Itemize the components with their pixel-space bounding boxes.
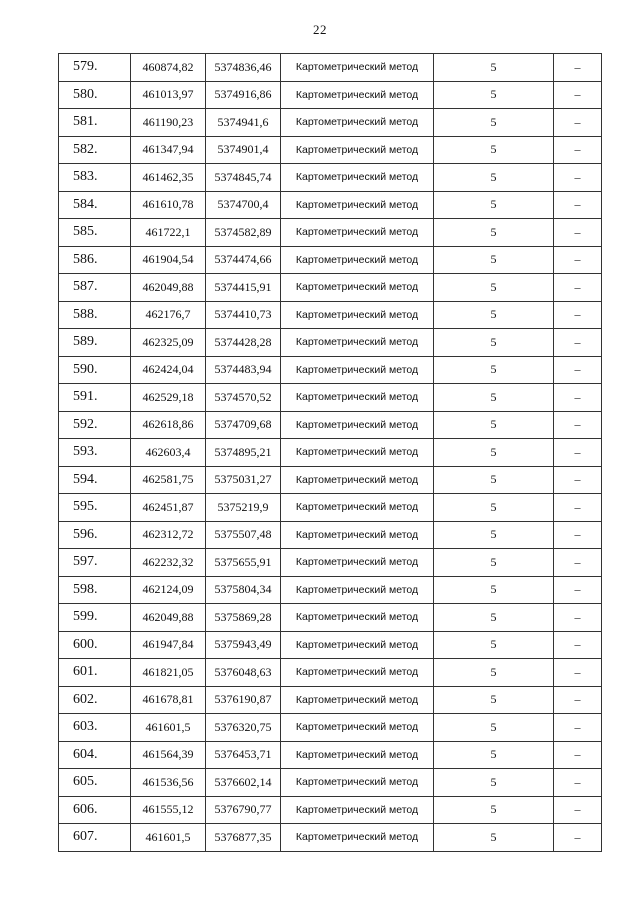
method-cell: Картометрический метод: [281, 274, 434, 302]
point-number-cell: 606.: [59, 796, 131, 824]
coordinate-x-cell: 461601,5: [131, 824, 206, 852]
accuracy-cell: 5: [434, 439, 554, 467]
coordinate-y-cell: 5376790,77: [206, 796, 281, 824]
note-cell: –: [554, 741, 602, 769]
coordinate-y-cell: 5374428,28: [206, 329, 281, 357]
point-number-cell: 607.: [59, 824, 131, 852]
table-row: [59, 439, 602, 467]
note-cell: –: [554, 466, 602, 494]
table-row: [59, 274, 602, 302]
coordinate-y-cell: 5375655,91: [206, 549, 281, 577]
note-cell: –: [554, 329, 602, 357]
accuracy-cell: 5: [434, 631, 554, 659]
note-cell: –: [554, 714, 602, 742]
coordinate-y-cell: 5374483,94: [206, 356, 281, 384]
method-cell: Картометрический метод: [281, 246, 434, 274]
coordinate-y-cell: 5375869,28: [206, 604, 281, 632]
point-number-cell: 583.: [59, 164, 131, 192]
point-number-cell: 594.: [59, 466, 131, 494]
accuracy-cell: 5: [434, 301, 554, 329]
table-row: [59, 301, 602, 329]
method-cell: Картометрический метод: [281, 549, 434, 577]
accuracy-cell: 5: [434, 219, 554, 247]
coordinate-x-cell: 461347,94: [131, 136, 206, 164]
accuracy-cell: 5: [434, 246, 554, 274]
coordinate-y-cell: 5374836,46: [206, 54, 281, 82]
method-cell: Картометрический метод: [281, 494, 434, 522]
accuracy-cell: 5: [434, 769, 554, 797]
accuracy-cell: 5: [434, 164, 554, 192]
table-row: [59, 219, 602, 247]
accuracy-cell: 5: [434, 54, 554, 82]
method-cell: Картометрический метод: [281, 164, 434, 192]
coordinate-x-cell: 461462,35: [131, 164, 206, 192]
table-row: [59, 741, 602, 769]
table-row: [59, 246, 602, 274]
method-cell: Картометрический метод: [281, 219, 434, 247]
note-cell: –: [554, 54, 602, 82]
method-cell: Картометрический метод: [281, 631, 434, 659]
note-cell: –: [554, 246, 602, 274]
point-number-cell: 592.: [59, 411, 131, 439]
accuracy-cell: 5: [434, 576, 554, 604]
accuracy-cell: 5: [434, 274, 554, 302]
table-row: [59, 411, 602, 439]
accuracy-cell: 5: [434, 81, 554, 109]
note-cell: –: [554, 301, 602, 329]
coordinate-x-cell: 461601,5: [131, 714, 206, 742]
coordinate-y-cell: 5374941,6: [206, 109, 281, 137]
accuracy-cell: 5: [434, 411, 554, 439]
coordinate-y-cell: 5375031,27: [206, 466, 281, 494]
note-cell: –: [554, 81, 602, 109]
accuracy-cell: 5: [434, 136, 554, 164]
point-number-cell: 595.: [59, 494, 131, 522]
table-row: [59, 136, 602, 164]
coordinate-x-cell: 461678,81: [131, 686, 206, 714]
point-number-cell: 605.: [59, 769, 131, 797]
point-number-cell: 581.: [59, 109, 131, 137]
coordinate-y-cell: 5374582,89: [206, 219, 281, 247]
accuracy-cell: 5: [434, 494, 554, 522]
accuracy-cell: 5: [434, 741, 554, 769]
method-cell: Картометрический метод: [281, 384, 434, 412]
method-cell: Картометрический метод: [281, 109, 434, 137]
method-cell: Картометрический метод: [281, 686, 434, 714]
table-row: [59, 714, 602, 742]
accuracy-cell: 5: [434, 549, 554, 577]
coordinate-x-cell: 462124,09: [131, 576, 206, 604]
point-number-cell: 604.: [59, 741, 131, 769]
method-cell: Картометрический метод: [281, 576, 434, 604]
coordinate-x-cell: 462581,75: [131, 466, 206, 494]
point-number-cell: 599.: [59, 604, 131, 632]
coordinates-table: [58, 53, 602, 852]
note-cell: –: [554, 824, 602, 852]
method-cell: Картометрический метод: [281, 411, 434, 439]
coordinate-x-cell: 462049,88: [131, 604, 206, 632]
point-number-cell: 580.: [59, 81, 131, 109]
point-number-cell: 591.: [59, 384, 131, 412]
accuracy-cell: 5: [434, 521, 554, 549]
point-number-cell: 603.: [59, 714, 131, 742]
point-number-cell: 582.: [59, 136, 131, 164]
coordinate-x-cell: 462232,32: [131, 549, 206, 577]
table-row: [59, 191, 602, 219]
table-row: [59, 384, 602, 412]
coordinate-x-cell: 461564,39: [131, 741, 206, 769]
method-cell: Картометрический метод: [281, 356, 434, 384]
accuracy-cell: 5: [434, 686, 554, 714]
note-cell: –: [554, 604, 602, 632]
coordinate-y-cell: 5375219,9: [206, 494, 281, 522]
method-cell: Картометрический метод: [281, 769, 434, 797]
accuracy-cell: 5: [434, 796, 554, 824]
coordinate-x-cell: 462049,88: [131, 274, 206, 302]
coordinate-y-cell: 5374570,52: [206, 384, 281, 412]
table-row: [59, 494, 602, 522]
coordinate-x-cell: 461610,78: [131, 191, 206, 219]
coordinate-x-cell: 462312,72: [131, 521, 206, 549]
accuracy-cell: 5: [434, 466, 554, 494]
accuracy-cell: 5: [434, 714, 554, 742]
note-cell: –: [554, 659, 602, 687]
table-row: [59, 796, 602, 824]
table-row: [59, 356, 602, 384]
note-cell: –: [554, 631, 602, 659]
note-cell: –: [554, 439, 602, 467]
point-number-cell: 593.: [59, 439, 131, 467]
accuracy-cell: 5: [434, 356, 554, 384]
coordinate-x-cell: 461190,23: [131, 109, 206, 137]
accuracy-cell: 5: [434, 659, 554, 687]
method-cell: Картометрический метод: [281, 191, 434, 219]
note-cell: –: [554, 136, 602, 164]
table-row: [59, 576, 602, 604]
coordinate-y-cell: 5374415,91: [206, 274, 281, 302]
table-row: [59, 54, 602, 82]
table-row: [59, 769, 602, 797]
method-cell: Картометрический метод: [281, 824, 434, 852]
note-cell: –: [554, 686, 602, 714]
note-cell: –: [554, 411, 602, 439]
note-cell: –: [554, 521, 602, 549]
coordinate-x-cell: 462451,87: [131, 494, 206, 522]
coordinate-y-cell: 5374709,68: [206, 411, 281, 439]
accuracy-cell: 5: [434, 824, 554, 852]
coordinate-y-cell: 5376320,75: [206, 714, 281, 742]
coordinate-y-cell: 5376190,87: [206, 686, 281, 714]
point-number-cell: 601.: [59, 659, 131, 687]
coordinate-y-cell: 5376877,35: [206, 824, 281, 852]
coordinate-y-cell: 5374410,73: [206, 301, 281, 329]
method-cell: Картометрический метод: [281, 301, 434, 329]
point-number-cell: 579.: [59, 54, 131, 82]
coordinate-x-cell: 461904,54: [131, 246, 206, 274]
method-cell: Картометрический метод: [281, 439, 434, 467]
point-number-cell: 586.: [59, 246, 131, 274]
accuracy-cell: 5: [434, 109, 554, 137]
note-cell: –: [554, 109, 602, 137]
coordinate-x-cell: 462176,7: [131, 301, 206, 329]
point-number-cell: 585.: [59, 219, 131, 247]
table-row: [59, 466, 602, 494]
note-cell: –: [554, 796, 602, 824]
note-cell: –: [554, 494, 602, 522]
method-cell: Картометрический метод: [281, 714, 434, 742]
point-number-cell: 589.: [59, 329, 131, 357]
table-row: [59, 659, 602, 687]
table-row: [59, 81, 602, 109]
page-number: 22: [313, 22, 327, 37]
point-number-cell: 602.: [59, 686, 131, 714]
point-number-cell: 598.: [59, 576, 131, 604]
method-cell: Картометрический метод: [281, 741, 434, 769]
note-cell: –: [554, 549, 602, 577]
coordinate-y-cell: 5374916,86: [206, 81, 281, 109]
table-row: [59, 824, 602, 852]
note-cell: –: [554, 384, 602, 412]
coordinate-y-cell: 5374901,4: [206, 136, 281, 164]
table-row: [59, 549, 602, 577]
method-cell: Картометрический метод: [281, 659, 434, 687]
coordinate-x-cell: 462325,09: [131, 329, 206, 357]
coordinate-x-cell: 462618,86: [131, 411, 206, 439]
accuracy-cell: 5: [434, 604, 554, 632]
table-row: [59, 686, 602, 714]
note-cell: –: [554, 769, 602, 797]
coordinate-y-cell: 5376602,14: [206, 769, 281, 797]
coordinate-x-cell: 461722,1: [131, 219, 206, 247]
coordinate-x-cell: 460874,82: [131, 54, 206, 82]
accuracy-cell: 5: [434, 384, 554, 412]
note-cell: –: [554, 219, 602, 247]
point-number-cell: 588.: [59, 301, 131, 329]
method-cell: Картометрический метод: [281, 54, 434, 82]
point-number-cell: 590.: [59, 356, 131, 384]
table-row: [59, 109, 602, 137]
coordinate-y-cell: 5374895,21: [206, 439, 281, 467]
coordinate-y-cell: 5375943,49: [206, 631, 281, 659]
table-row: [59, 521, 602, 549]
method-cell: Картометрический метод: [281, 796, 434, 824]
note-cell: –: [554, 164, 602, 192]
coordinate-y-cell: 5375804,34: [206, 576, 281, 604]
coordinate-y-cell: 5376048,63: [206, 659, 281, 687]
note-cell: –: [554, 191, 602, 219]
coordinate-y-cell: 5376453,71: [206, 741, 281, 769]
note-cell: –: [554, 576, 602, 604]
coordinate-x-cell: 462603,4: [131, 439, 206, 467]
coordinate-x-cell: 461536,56: [131, 769, 206, 797]
method-cell: Картометрический метод: [281, 521, 434, 549]
point-number-cell: 584.: [59, 191, 131, 219]
table-row: [59, 164, 602, 192]
method-cell: Картометрический метод: [281, 604, 434, 632]
method-cell: Картометрический метод: [281, 136, 434, 164]
coordinate-x-cell: 462529,18: [131, 384, 206, 412]
method-cell: Картометрический метод: [281, 81, 434, 109]
table-row: [59, 604, 602, 632]
method-cell: Картометрический метод: [281, 466, 434, 494]
coordinate-x-cell: 461555,12: [131, 796, 206, 824]
point-number-cell: 587.: [59, 274, 131, 302]
coordinate-x-cell: 461821,05: [131, 659, 206, 687]
table-row: [59, 329, 602, 357]
coordinate-x-cell: 461947,84: [131, 631, 206, 659]
point-number-cell: 596.: [59, 521, 131, 549]
coordinate-y-cell: 5374700,4: [206, 191, 281, 219]
accuracy-cell: 5: [434, 329, 554, 357]
coordinate-y-cell: 5374474,66: [206, 246, 281, 274]
coordinate-y-cell: 5375507,48: [206, 521, 281, 549]
method-cell: Картометрический метод: [281, 329, 434, 357]
note-cell: –: [554, 356, 602, 384]
table-row: [59, 631, 602, 659]
accuracy-cell: 5: [434, 191, 554, 219]
coordinate-x-cell: 462424,04: [131, 356, 206, 384]
note-cell: –: [554, 274, 602, 302]
point-number-cell: 597.: [59, 549, 131, 577]
coordinates-table-body: [59, 54, 602, 852]
coordinate-x-cell: 461013,97: [131, 81, 206, 109]
point-number-cell: 600.: [59, 631, 131, 659]
coordinate-y-cell: 5374845,74: [206, 164, 281, 192]
